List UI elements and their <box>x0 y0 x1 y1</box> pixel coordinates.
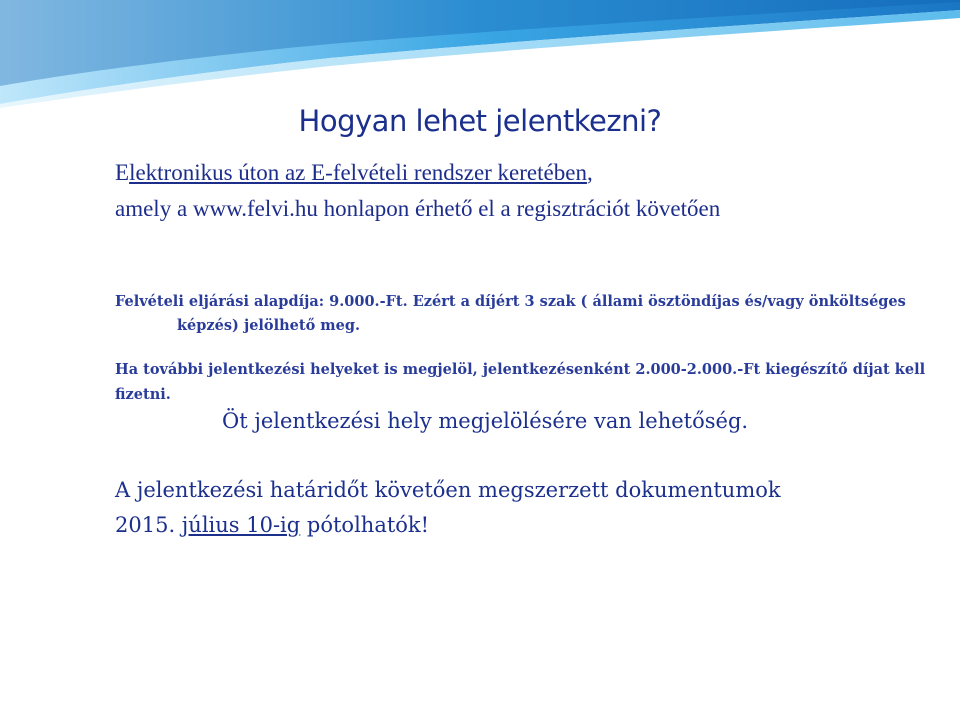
page-title: Hogyan lehet jelentkezni? <box>298 104 662 138</box>
deadline-date: július 10-ig <box>181 513 301 537</box>
para4-year: 2015. <box>115 513 182 537</box>
para2-line2: képzés) jelölhető meg. <box>177 317 361 334</box>
para4-line1: A jelentkezési határidőt követően megszerzett dokumentumok <box>115 478 781 502</box>
para1-line1 <box>115 160 593 186</box>
para4-line2 <box>115 513 429 537</box>
emphasis-line: Öt jelentkezési hely megjelölésére van lehetőség. <box>222 409 749 433</box>
para3-line2: fizetni. <box>115 386 171 403</box>
para4-suffix: pótolhatók! <box>300 513 430 537</box>
para3-line1: Ha további jelentkezési helyeket is megjelöl, jelentkezésenként 2.000-2.000.-Ft kiegészítő díjat kell <box>115 361 926 378</box>
para2-line1: Felvételi eljárási alapdíja: 9.000.-Ft. Ezért a díjért 3 szak ( állami ösztöndíjas és/vagy önköltséges <box>115 293 906 310</box>
para1-suffix: , <box>586 160 593 185</box>
para1-line2: amely a www.felvi.hu honlapon érhető el a regisztrációt követően <box>115 196 721 221</box>
para1-prefix: E <box>115 160 130 185</box>
header-wave-decoration <box>0 0 960 110</box>
e-felveteli-link[interactable]: lektronikus úton az E-felvételi rendszer keretében <box>129 160 587 185</box>
